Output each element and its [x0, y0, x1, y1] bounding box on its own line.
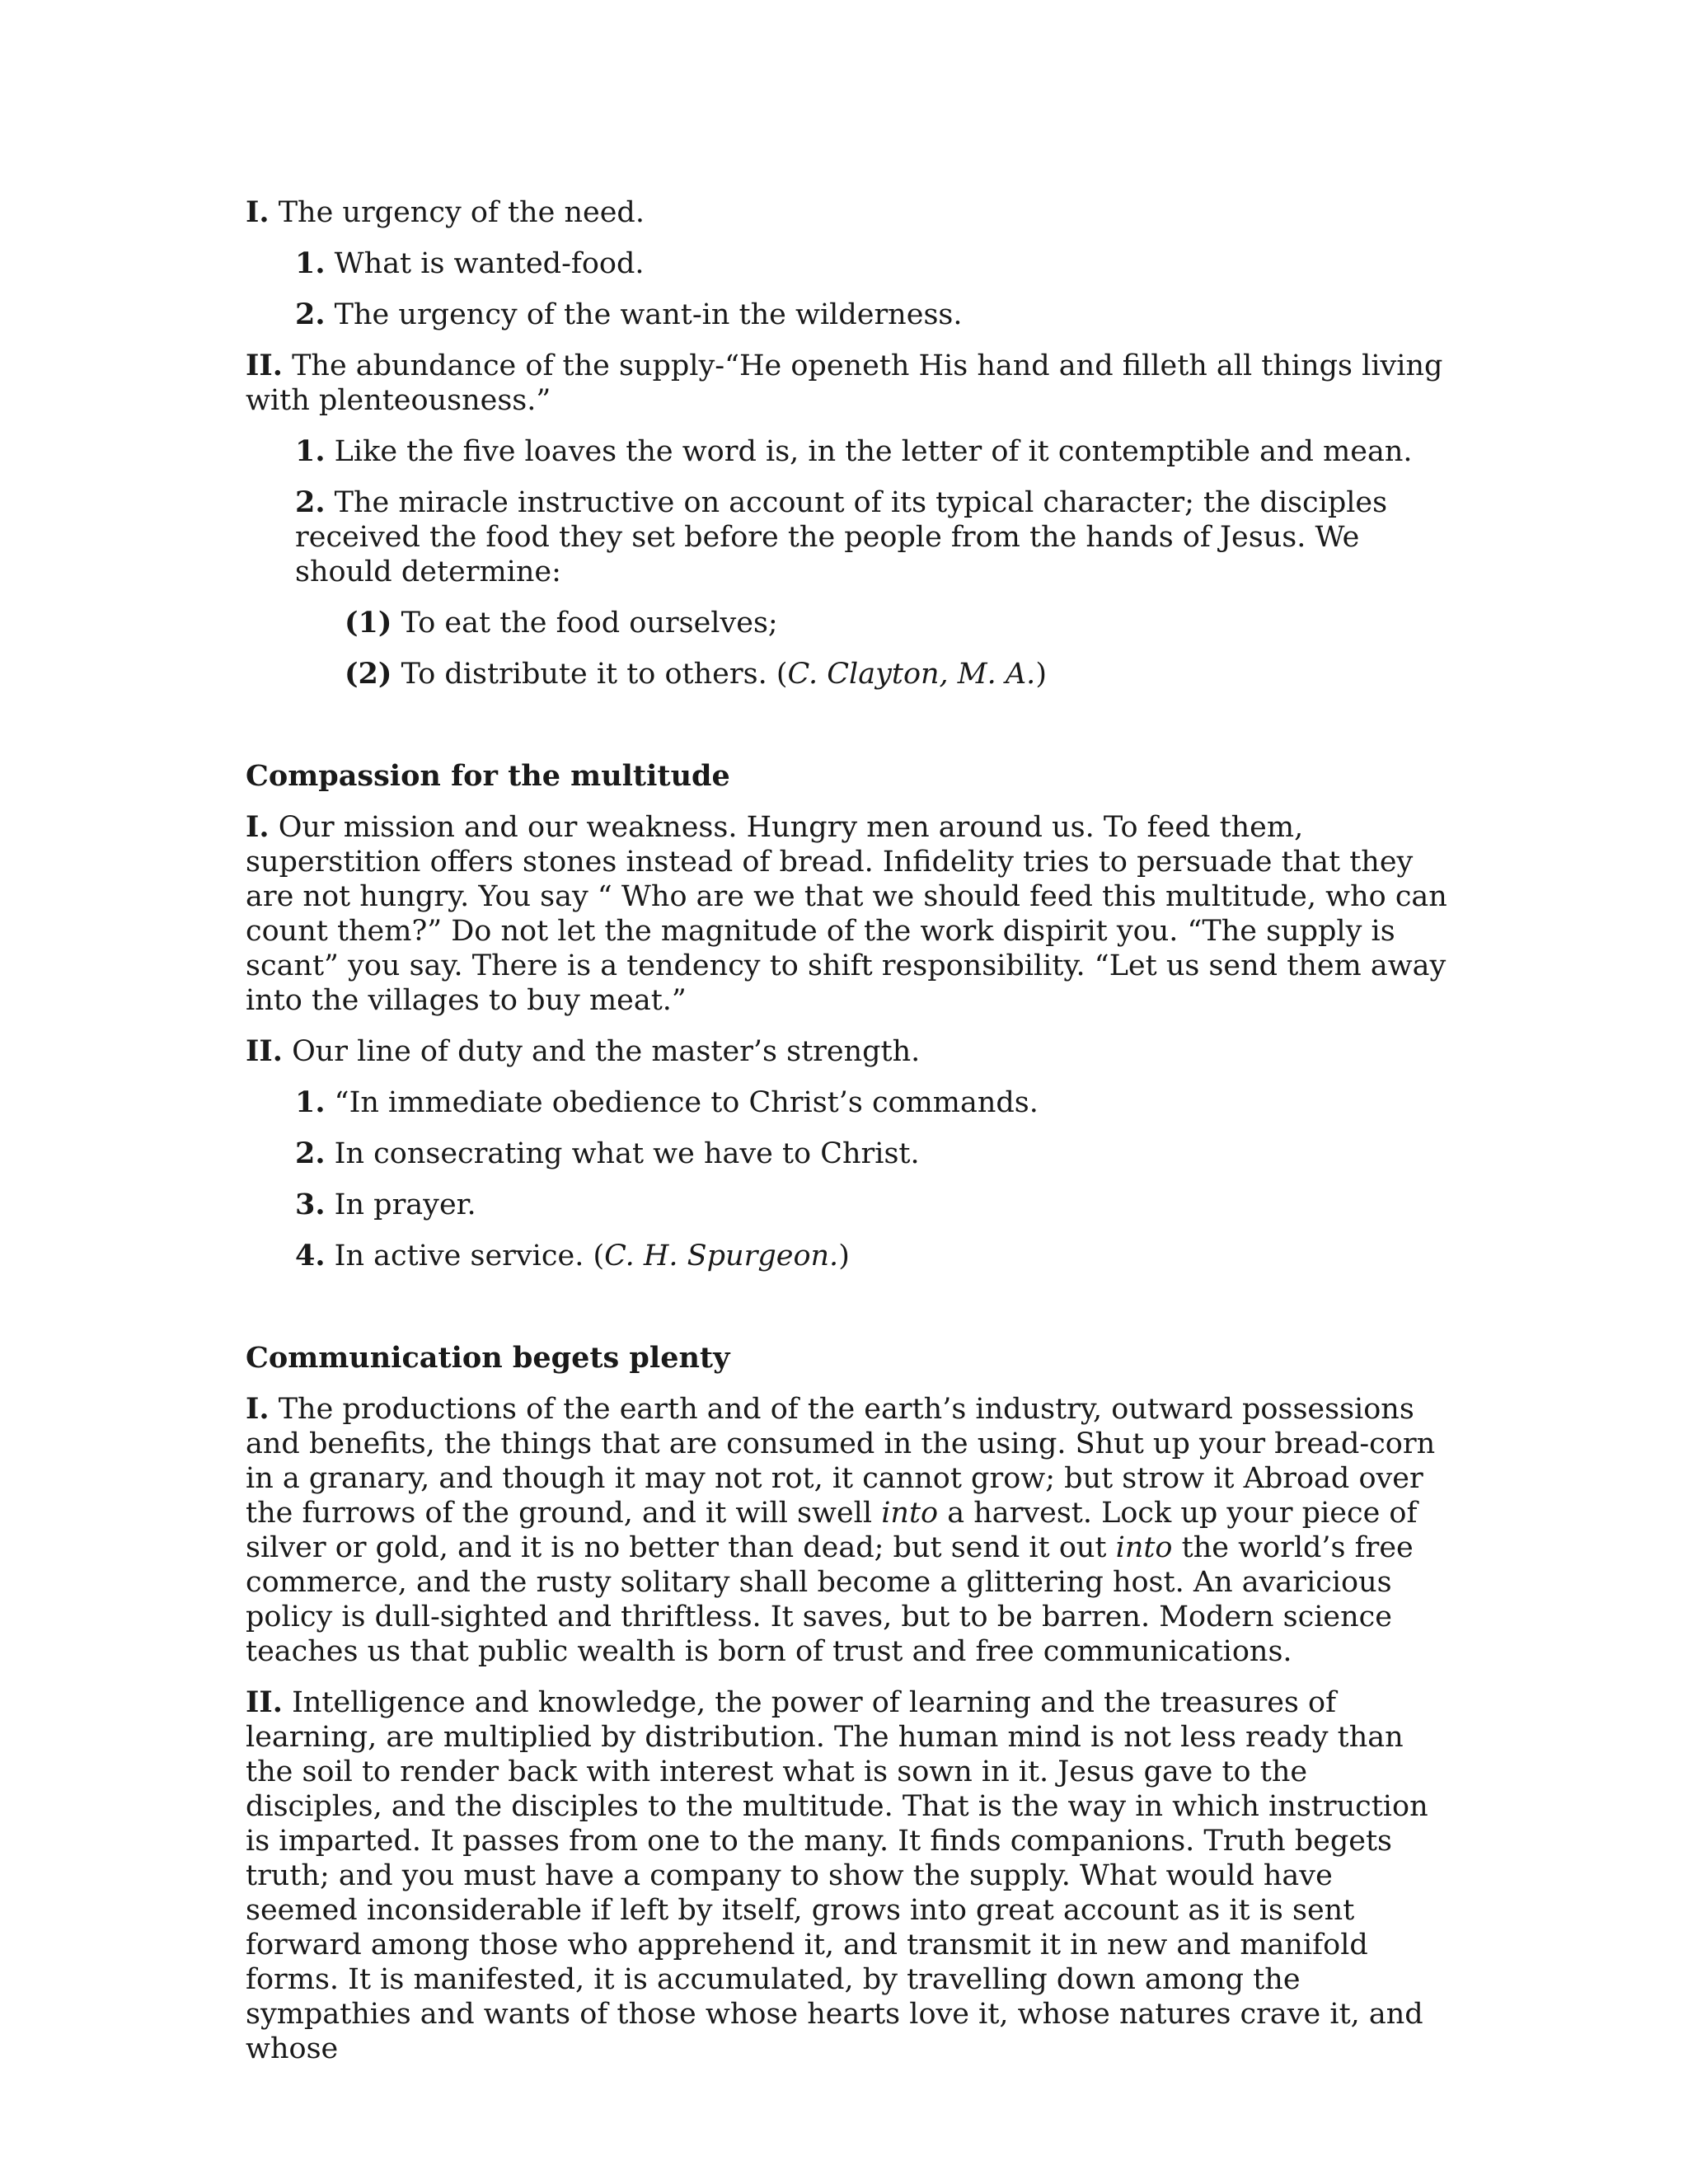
outline-number: 4. — [295, 1239, 326, 1272]
outline-text: a harvest. Lock up your piece of silver or gold, and it is no better than dead; but send it out — [246, 1497, 1418, 1564]
outline-text: In active service. ( — [325, 1240, 605, 1272]
outline-subsubitem — [246, 657, 1449, 691]
outline-number: (1) — [345, 606, 392, 640]
outline-text: To distribute it to others. ( — [392, 658, 788, 691]
outline-text: The productions of the earth and of the earth’s industry, outward possessions and benefits, the things that are consumed in the using. Shut up your bread-corn in a granary, and though it may not rot, it cannot grow; but strow it Abroad over the furrows of the ground, and it will swell — [246, 1393, 1436, 1530]
outline-number: I. — [246, 1392, 270, 1426]
outline-item — [246, 1034, 1449, 1069]
outline-text: The urgency of the need. — [269, 196, 645, 229]
outline-text: In consecrating what we have to Christ. — [325, 1137, 920, 1170]
outline-number: 1. — [295, 1085, 326, 1119]
outline-text: “In immediate obedience to Christ’s commands. — [325, 1086, 1039, 1119]
outline-text: In prayer. — [325, 1188, 476, 1221]
outline-text: Our mission and our weakness. Hungry men around us. To feed them, superstition offers stones instead of bread. Infidelity tries to persuade that they are not hungry. You say “ Who are we that we should feed this multitude, who can count them?” Do not let the magnitude of the work dispirit you. “The supply is scant” you say. There is a tendency to shift responsibility. “Let us send them away into the villages to buy meat.” — [246, 811, 1447, 1017]
outline-text: the world’s free commerce, and the rusty solitary shall become a glittering host. An avaricious policy is dull-sighted and thriftless. It saves, but to be barren. Modern science teaches us that public wealth is born of trust and free communications. — [246, 1531, 1414, 1668]
outline-text: To eat the food ourselves; — [392, 607, 778, 640]
outline-text: Intelligence and knowledge, the power of learning and the treasures of learning, are multiplied by distribution. The human mind is not less ready than the soil to render back with interest what is sown in it. Jesus gave to the disciples, and the disciples to the multitude. That is the way in which instruction is imparted. It passes from one to the many. It finds companions. Truth begets truth; and you must have a company to show the supply. What would have seemed inconsiderable if left by itself, grows into great account as it is sent forward among those who apprehend it, and transmit it in new and manifold forms. It is manifested, it is accumulated, by travelling down among the sympathies and wants of those whose hearts love it, whose natures crave it, and whose — [246, 1686, 1428, 2065]
outline-number: II. — [246, 1685, 283, 1719]
outline-subitem — [246, 1085, 1449, 1120]
outline-subitem — [246, 1239, 1449, 1273]
outline-text: Like the five loaves the word is, in the letter of it contemptible and mean. — [325, 435, 1413, 468]
outline-number: I. — [246, 810, 270, 844]
outline-subitem — [246, 1188, 1449, 1222]
outline-subitem — [246, 434, 1449, 469]
page-content — [246, 195, 1449, 2083]
emphasis: into — [1115, 1531, 1173, 1564]
section-heading: Compassion for the multitude — [246, 759, 730, 793]
citation-close: ) — [1035, 658, 1047, 691]
outline-item — [246, 1685, 1449, 2066]
emphasis: into — [881, 1497, 939, 1530]
outline-item — [246, 349, 1449, 418]
outline-number: I. — [246, 195, 270, 229]
outline-number: (2) — [345, 657, 392, 691]
outline-subitem — [246, 246, 1449, 281]
outline-subitem — [246, 298, 1449, 332]
outline-number: II. — [246, 349, 283, 382]
citation: C. Clayton, M. A. — [787, 658, 1036, 691]
outline-number: 2. — [295, 298, 326, 331]
outline-text: The abundance of the supply-“He openeth His hand and filleth all things living with plenteousness.” — [246, 349, 1443, 417]
outline-number: 2. — [295, 1137, 326, 1170]
outline-number: 1. — [295, 246, 326, 280]
outline-number: 2. — [295, 485, 326, 519]
citation: C. H. Spurgeon. — [604, 1240, 839, 1272]
outline-subsubitem — [246, 606, 1449, 640]
outline-subitem — [246, 485, 1449, 589]
outline-item — [246, 195, 1449, 230]
outline-number: II. — [246, 1034, 283, 1068]
outline-text: What is wanted-food. — [325, 247, 645, 280]
outline-text: The miracle instructive on account of its typical character; the disciples received the food they set before the people from the hands of Jesus. We should determine: — [295, 486, 1388, 588]
outline-item — [246, 810, 1449, 1018]
outline-number: 3. — [295, 1188, 326, 1221]
outline-number: 1. — [295, 434, 326, 468]
outline-text: The urgency of the want-in the wilderness. — [325, 298, 963, 331]
outline-item — [246, 1392, 1449, 1669]
outline-text: Our line of duty and the master’s strength. — [282, 1035, 921, 1068]
citation-close: ) — [838, 1240, 850, 1272]
section-heading: Communication begets plenty — [246, 1341, 730, 1375]
outline-subitem — [246, 1137, 1449, 1171]
